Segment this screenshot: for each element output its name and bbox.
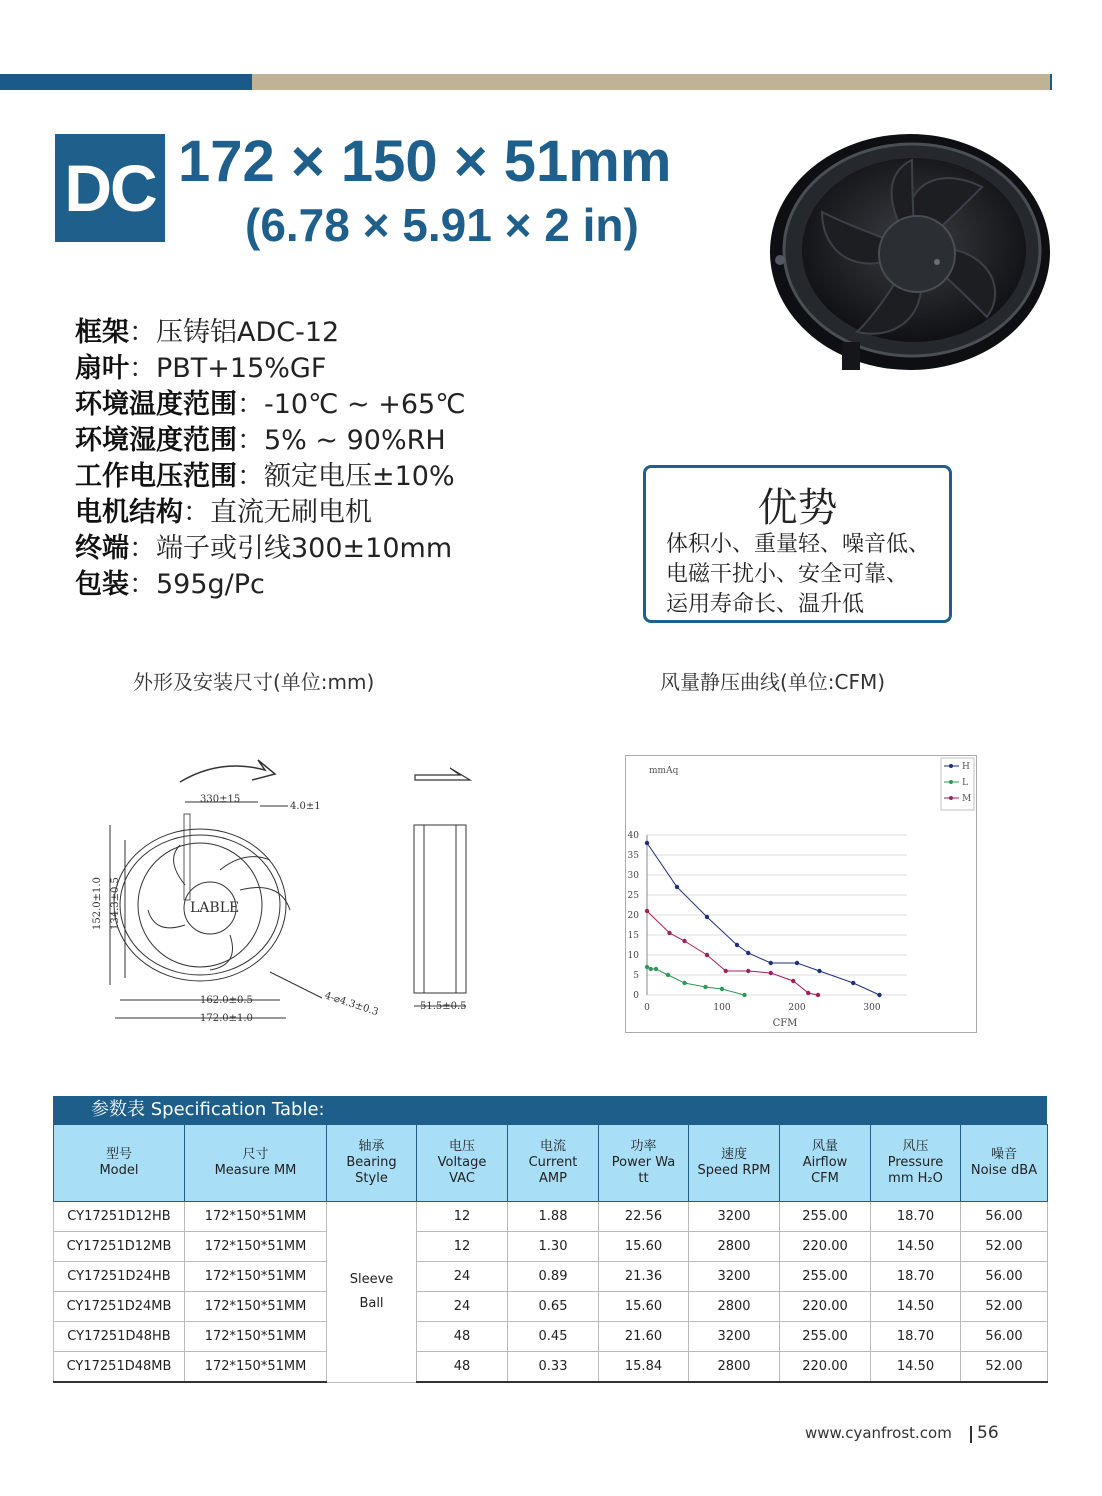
data-point-H — [675, 885, 679, 889]
dim-height-inner: 134.3±0.5 — [110, 877, 121, 930]
cell-size: 172*150*51MM — [185, 1262, 327, 1292]
property-key: 终端 — [75, 533, 129, 564]
footer-separator — [970, 1426, 972, 1443]
cell-noise: 52.00 — [961, 1352, 1048, 1383]
header-bar-tan — [252, 74, 1050, 90]
title-dimensions-mm: 172 × 150 × 51mm — [178, 129, 672, 194]
data-point-M — [746, 969, 750, 973]
cell-model: CY17251D24MB — [54, 1292, 185, 1322]
table-row — [54, 1352, 1048, 1383]
x-tick-label: 200 — [788, 1003, 806, 1013]
cell-model: CY17251D12HB — [54, 1202, 185, 1232]
y-tick-label: 30 — [627, 871, 639, 881]
data-point-M — [667, 931, 671, 935]
property-value: ：端子或引线300±10mm — [129, 533, 453, 564]
table-row — [54, 1202, 1048, 1232]
legend-marker — [949, 780, 953, 784]
cell-airflow: 255.00 — [780, 1322, 871, 1352]
rotation-arrow — [180, 760, 275, 782]
data-point-M — [769, 971, 773, 975]
cell-current: 0.65 — [508, 1292, 599, 1322]
property-key: 电机结构 — [75, 497, 183, 528]
cell-size: 172*150*51MM — [185, 1292, 327, 1322]
page-number: 56 — [977, 1423, 999, 1443]
cell-voltage: 48 — [417, 1322, 508, 1352]
x-tick-label: 300 — [863, 1003, 881, 1013]
property-row — [75, 351, 466, 387]
cell-airflow: 220.00 — [780, 1232, 871, 1262]
cell-size: 172*150*51MM — [185, 1232, 327, 1262]
spec-header-row — [54, 1125, 1048, 1202]
cell-speed: 2800 — [689, 1352, 780, 1383]
property-row — [75, 531, 466, 567]
y-tick-label: 10 — [627, 951, 639, 961]
cell-speed: 3200 — [689, 1322, 780, 1352]
advantage-line: 运用寿命长、温升低 — [666, 592, 865, 617]
cell-current: 1.88 — [508, 1202, 599, 1232]
cell-airflow: 220.00 — [780, 1292, 871, 1322]
cell-current: 0.45 — [508, 1322, 599, 1352]
property-value: ：额定电压±10% — [237, 461, 455, 492]
data-point-L — [666, 973, 670, 977]
cell-voltage: 12 — [417, 1202, 508, 1232]
pressure-flow-chart — [625, 755, 977, 1033]
cell-speed: 3200 — [689, 1262, 780, 1292]
cell-current: 0.89 — [508, 1262, 599, 1292]
cell-noise: 52.00 — [961, 1292, 1048, 1322]
cell-airflow: 255.00 — [780, 1262, 871, 1292]
cell-size: 172*150*51MM — [185, 1322, 327, 1352]
legend-label: H — [962, 762, 970, 772]
table-row — [54, 1262, 1048, 1292]
fan-label: LABLE — [190, 900, 240, 916]
data-point-M — [791, 979, 795, 983]
cell-pressure: 18.70 — [871, 1322, 961, 1352]
data-point-H — [769, 961, 773, 965]
cell-model: CY17251D48HB — [54, 1322, 185, 1352]
cell-noise: 56.00 — [961, 1322, 1048, 1352]
dim-depth: 51.5±0.5 — [420, 1001, 467, 1012]
cell-pressure: 18.70 — [871, 1202, 961, 1232]
cell-pressure: 14.50 — [871, 1352, 961, 1383]
spec-table-header: 参数表 Specification Table: — [53, 1096, 1047, 1124]
cell-airflow: 220.00 — [780, 1352, 871, 1383]
x-axis-label: CFM — [772, 1018, 798, 1029]
cell-voltage: 48 — [417, 1352, 508, 1383]
title-dimensions-inch: (6.78 × 5.91 × 2 in) — [245, 199, 639, 251]
cell-noise: 56.00 — [961, 1262, 1048, 1292]
y-tick-label: 20 — [627, 911, 639, 921]
legend-label: M — [962, 794, 972, 804]
dim-width-outer: 172.0±1.0 — [200, 1013, 253, 1024]
y-tick-label: 0 — [633, 991, 639, 1001]
col-noise: 噪音 Noise dBA — [961, 1125, 1048, 1202]
data-point-M — [806, 991, 810, 995]
cell-size: 172*150*51MM — [185, 1202, 327, 1232]
y-tick-label: 40 — [627, 831, 639, 841]
legend-label: L — [962, 778, 968, 788]
dim-lead-width: 4.0±1 — [290, 801, 321, 812]
col-pressure: 风压 Pressure mm H₂O — [871, 1125, 961, 1202]
y-tick-label: 15 — [627, 931, 639, 941]
cell-speed: 2800 — [689, 1292, 780, 1322]
property-row — [75, 459, 466, 495]
data-point-M — [682, 939, 686, 943]
property-row — [75, 423, 466, 459]
y-tick-label: 35 — [627, 851, 639, 861]
header-bar-end — [1050, 74, 1052, 90]
col-size: 尺寸 Measure MM — [185, 1125, 327, 1202]
data-point-L — [720, 987, 724, 991]
cell-pressure: 14.50 — [871, 1232, 961, 1262]
drawing-caption: 外形及安装尺寸(单位:mm) — [133, 670, 375, 694]
airflow-arrow — [415, 768, 470, 780]
x-tick-label: 100 — [713, 1003, 731, 1013]
property-row — [75, 387, 466, 423]
cell-voltage: 24 — [417, 1262, 508, 1292]
property-key: 环境湿度范围 — [75, 425, 237, 456]
y-axis-label: mmAq — [649, 766, 679, 776]
col-power: 功率 Power Wa tt — [599, 1125, 689, 1202]
cell-pressure: 14.50 — [871, 1292, 961, 1322]
property-key: 包装 — [75, 569, 129, 600]
table-row — [54, 1232, 1048, 1262]
dim-height-outer: 152.0±1.0 — [92, 877, 103, 930]
table-row — [54, 1292, 1048, 1322]
cell-model: CY17251D24HB — [54, 1262, 185, 1292]
property-value: ：595g/Pc — [129, 569, 265, 600]
property-key: 扇叶 — [75, 353, 129, 384]
cell-power: 15.60 — [599, 1232, 689, 1262]
property-row — [75, 567, 466, 603]
spec-table — [53, 1124, 1048, 1383]
col-airflow: 风量 Airflow CFM — [780, 1125, 871, 1202]
cell-noise: 56.00 — [961, 1202, 1048, 1232]
cell-voltage: 24 — [417, 1292, 508, 1322]
dim-lead: 330±15 — [200, 794, 241, 805]
data-point-L — [682, 981, 686, 985]
cell-power: 21.36 — [599, 1262, 689, 1292]
data-point-L — [742, 993, 746, 997]
cell-bearing: Sleeve Ball — [327, 1202, 417, 1383]
property-value: ：-10℃ ~ +65℃ — [237, 389, 466, 420]
col-voltage: 电压 Voltage VAC — [417, 1125, 508, 1202]
header-bar-blue — [0, 74, 252, 90]
footer-url: www.cyanfrost.com — [805, 1424, 952, 1442]
cell-voltage: 12 — [417, 1232, 508, 1262]
col-speed: 速度 Speed RPM — [689, 1125, 780, 1202]
property-list — [75, 315, 466, 603]
data-point-L — [649, 967, 653, 971]
data-point-M — [724, 969, 728, 973]
chart-caption: 风量静压曲线(单位:CFM) — [660, 670, 886, 694]
property-value: ：5% ~ 90%RH — [237, 425, 446, 456]
cell-model: CY17251D12MB — [54, 1232, 185, 1262]
dim-hole: 4-⌀4.3±0.3 — [323, 990, 380, 1019]
data-point-L — [654, 967, 658, 971]
y-tick-label: 5 — [633, 971, 639, 981]
legend-marker — [949, 764, 953, 768]
data-point-H — [746, 951, 750, 955]
property-row — [75, 315, 466, 351]
cell-size: 172*150*51MM — [185, 1352, 327, 1383]
cell-power: 22.56 — [599, 1202, 689, 1232]
property-key: 框架 — [75, 317, 129, 348]
cell-speed: 2800 — [689, 1232, 780, 1262]
data-point-L — [703, 985, 707, 989]
data-point-H — [851, 981, 855, 985]
data-point-M — [645, 909, 649, 913]
col-bearing: 轴承 Bearing Style — [327, 1125, 417, 1202]
data-point-L — [645, 965, 649, 969]
chart-frame — [626, 756, 977, 1033]
property-key: 环境温度范围 — [75, 389, 237, 420]
data-point-H — [817, 969, 821, 973]
fan-product-photo — [762, 132, 1057, 394]
advantage-box — [643, 465, 952, 623]
dc-badge: DC — [55, 134, 165, 242]
data-point-M — [816, 993, 820, 997]
advantage-line: 体积小、重量轻、噪音低、 — [666, 532, 931, 557]
col-model: 型号 Model — [54, 1125, 185, 1202]
property-value: ：PBT+15%GF — [129, 353, 327, 384]
advantage-lines — [666, 530, 930, 620]
data-point-H — [645, 841, 649, 845]
property-value: ：直流无刷电机 — [183, 497, 372, 528]
cell-airflow: 255.00 — [780, 1202, 871, 1232]
data-point-M — [705, 953, 709, 957]
cell-power: 15.60 — [599, 1292, 689, 1322]
dim-width-inner: 162.0±0.5 — [200, 995, 253, 1006]
cell-noise: 52.00 — [961, 1232, 1048, 1262]
x-tick-label: 0 — [644, 1003, 650, 1013]
data-point-H — [735, 943, 739, 947]
legend-marker — [949, 796, 953, 800]
cell-model: CY17251D48MB — [54, 1352, 185, 1383]
col-current: 电流 Current AMP — [508, 1125, 599, 1202]
cell-current: 0.33 — [508, 1352, 599, 1383]
property-key: 工作电压范围 — [75, 461, 237, 492]
data-point-H — [795, 961, 799, 965]
cell-pressure: 18.70 — [871, 1262, 961, 1292]
cell-speed: 3200 — [689, 1202, 780, 1232]
property-value: ：压铸铝ADC-12 — [129, 317, 340, 348]
dimension-drawing — [80, 750, 500, 1050]
cell-power: 15.84 — [599, 1352, 689, 1383]
table-row — [54, 1322, 1048, 1352]
data-point-H — [705, 915, 709, 919]
cell-current: 1.30 — [508, 1232, 599, 1262]
advantage-line: 电磁干扰小、安全可靠、 — [666, 562, 909, 587]
data-point-H — [877, 993, 881, 997]
property-row — [75, 495, 466, 531]
cell-power: 21.60 — [599, 1322, 689, 1352]
y-tick-label: 25 — [627, 891, 639, 901]
advantage-title: 优势 — [757, 485, 838, 531]
